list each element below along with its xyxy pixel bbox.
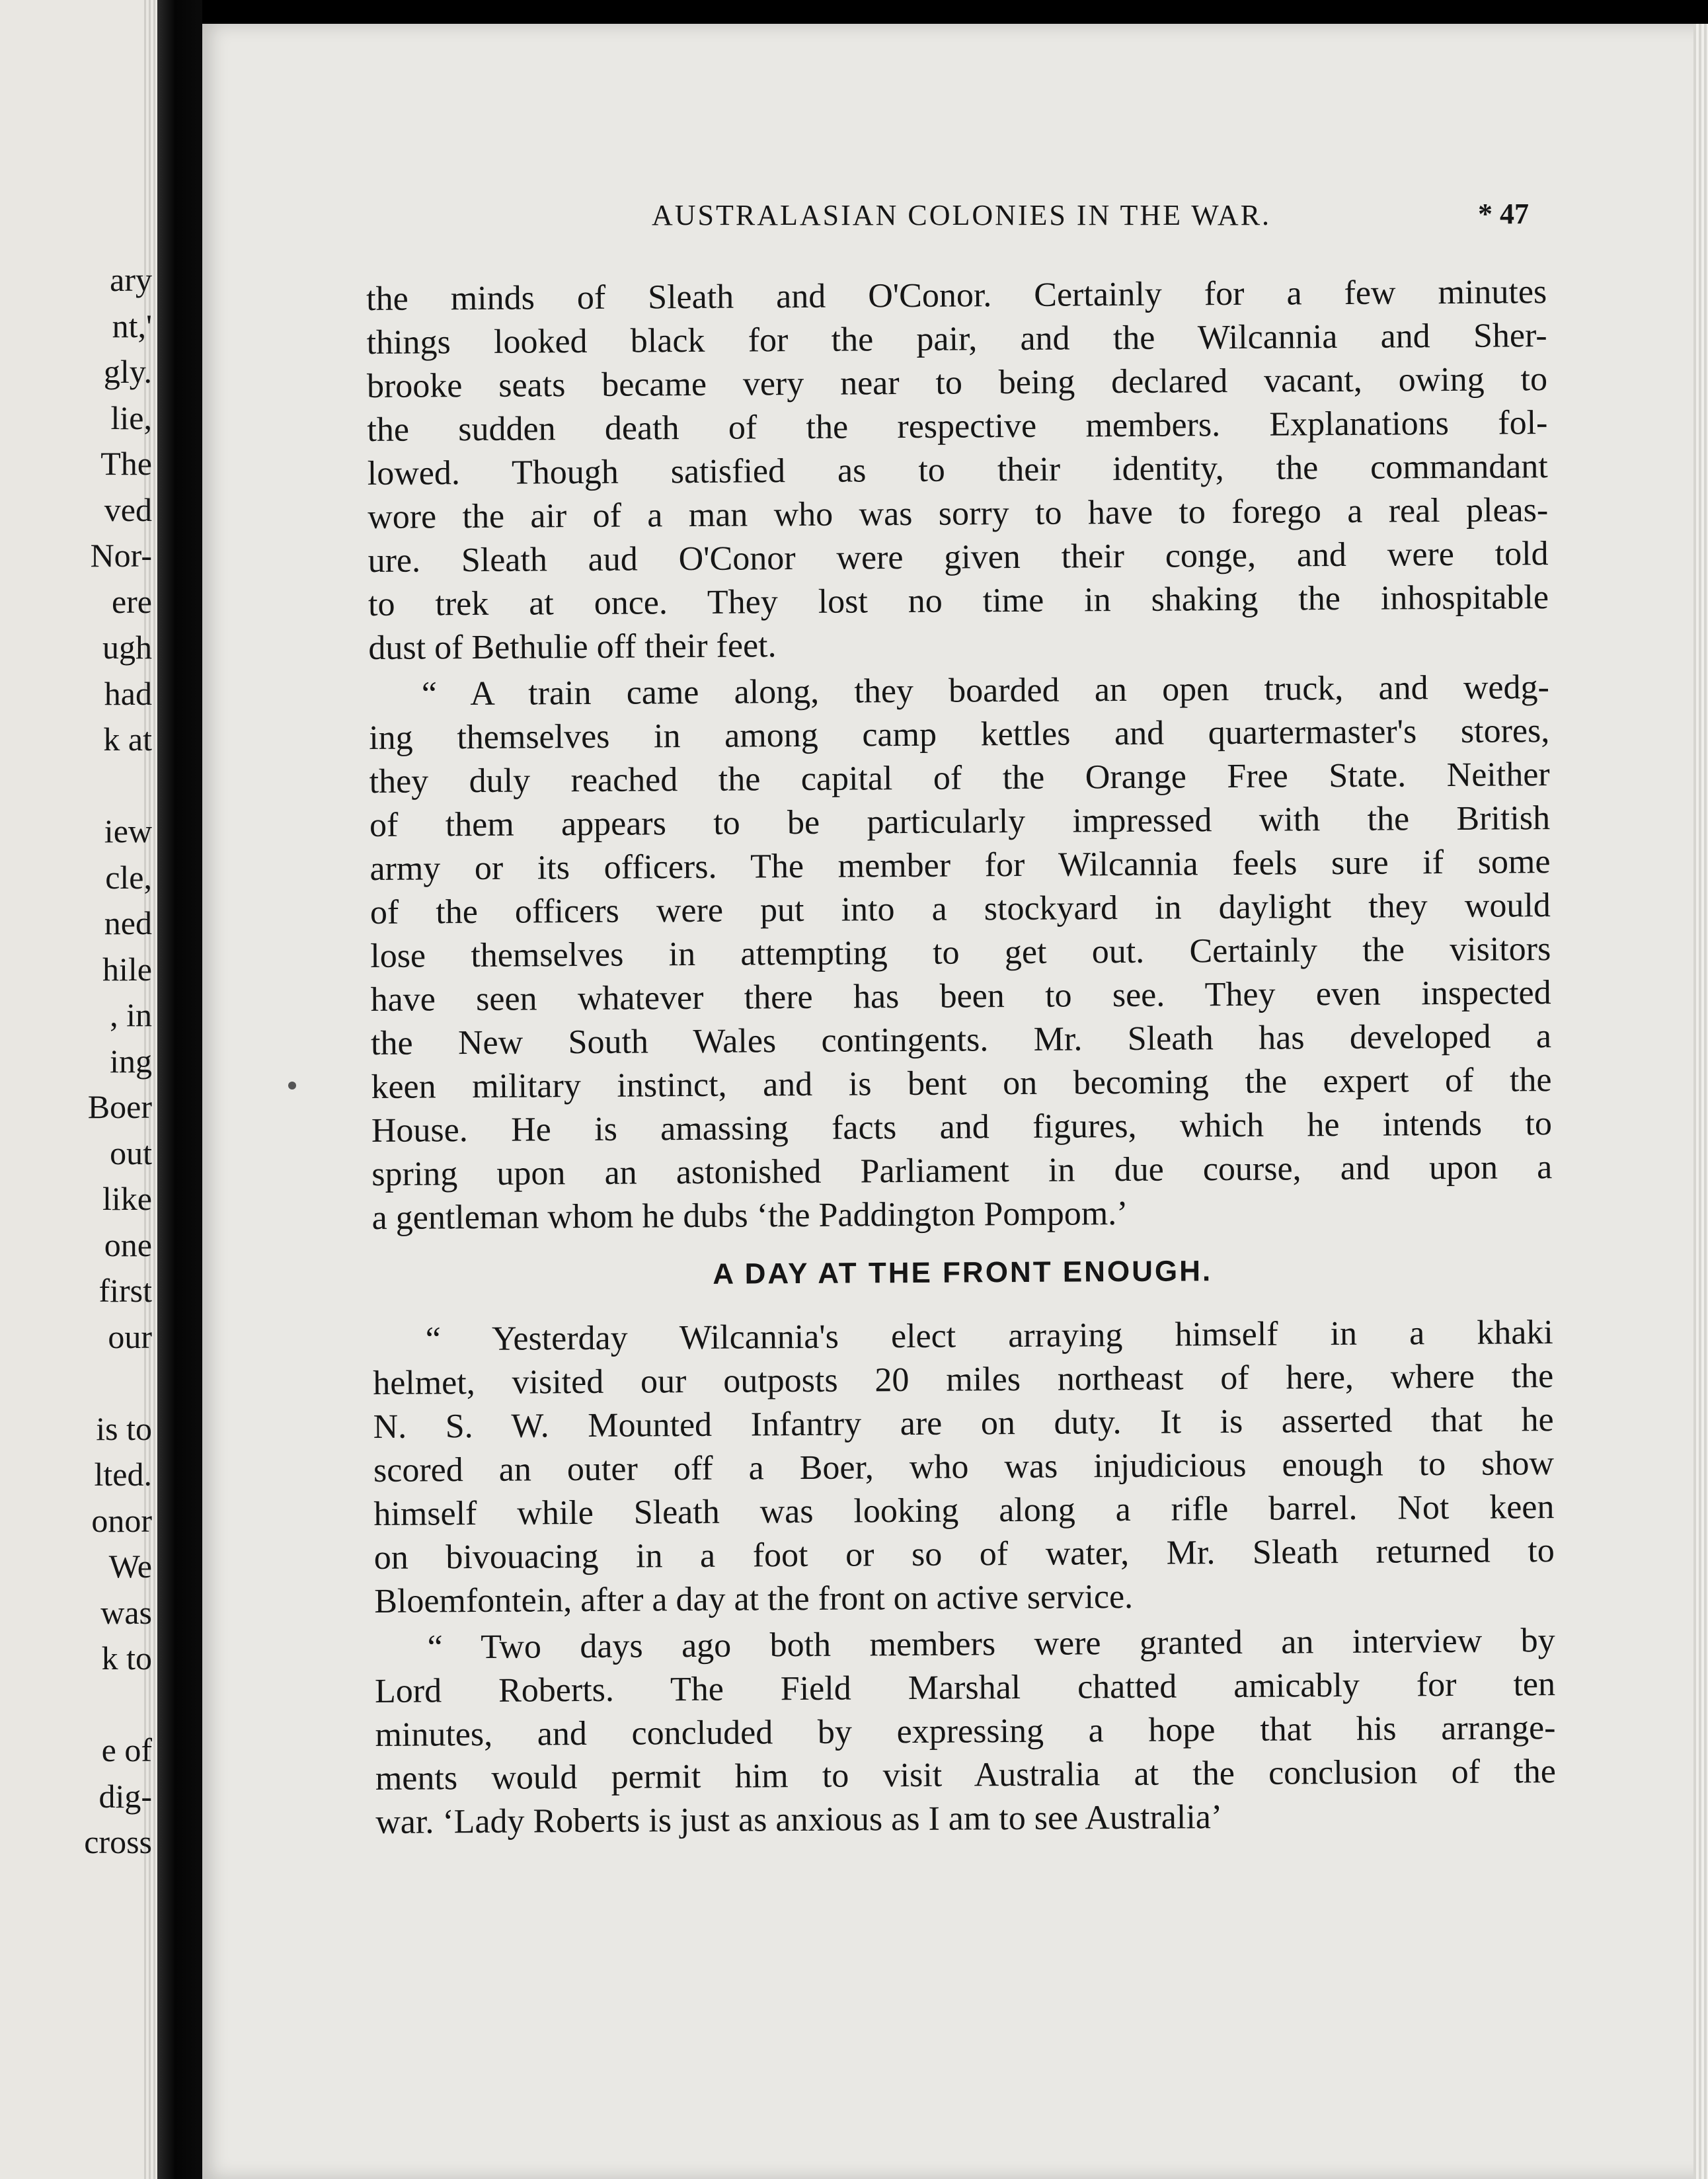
left-page-fragment: hile xyxy=(102,950,152,988)
paragraph-2 xyxy=(369,666,1553,1240)
left-page-fragment: our xyxy=(108,1318,152,1355)
book-page xyxy=(202,24,1708,2179)
text-line: a gentleman whom he dubs ‘the Paddington Pompom.’ xyxy=(371,1194,1128,1237)
left-page-fragment: cle, xyxy=(105,858,152,896)
text-line: Bloemfontein, after a day at the front on active service. xyxy=(374,1577,1134,1620)
left-page-fragment: nt,' xyxy=(112,307,152,344)
left-page-fragment: , in xyxy=(110,996,152,1033)
left-page-fragment: cross xyxy=(84,1823,152,1860)
left-page-fragment: Boer xyxy=(87,1088,152,1125)
text-line: minutes, and concluded by expressing a hope that his arrange- xyxy=(375,1709,1556,1754)
right-page-edge xyxy=(1693,24,1708,2179)
text-line: of them appears to be particularly impressed with the British xyxy=(369,799,1551,844)
body-text xyxy=(366,270,1556,1844)
text-line: the sudden death of the respective members. Explanations fol- xyxy=(367,404,1548,449)
left-page-fragment: iew xyxy=(104,812,152,850)
text-line: on bivouacing in a foot or so of water, Mr. Sleath returned to xyxy=(373,1532,1555,1577)
text-line: have seen whatever there has been to see. They even inspected xyxy=(370,974,1551,1019)
left-page-fragment: ned xyxy=(104,904,152,941)
left-page-fragment: ere xyxy=(111,582,152,620)
text-line: House. He is amassing facts and figures, which he intends to xyxy=(371,1105,1553,1150)
left-page-fragment: dig- xyxy=(98,1777,152,1815)
text-line: keen military instinct, and is bent on becoming the expert of the xyxy=(371,1061,1552,1106)
text-line: to trek at once. They lost no time in shaking the inhospitable xyxy=(368,578,1549,623)
text-line: lose themselves in attempting to get out. Certainly the visitors xyxy=(370,930,1551,975)
print-speck xyxy=(288,1082,296,1090)
left-page-fragment: onor xyxy=(91,1501,152,1539)
page-number: * 47 xyxy=(1478,198,1529,230)
left-page-fragment: Nor- xyxy=(90,537,152,574)
text-line: dust of Bethulie off their feet. xyxy=(368,627,777,667)
left-page-fragment: had xyxy=(104,674,152,712)
left-page-fragment: k to xyxy=(101,1640,152,1677)
text-line: army or its officers. The member for Wilcannia feels sure if some xyxy=(369,843,1551,888)
text-line: “ Yesterday Wilcannia's elect arraying himself in a khaki xyxy=(425,1314,1553,1359)
paragraph-4 xyxy=(374,1619,1556,1844)
left-page-fragment: k at xyxy=(103,721,152,758)
left-page-fragment: lted. xyxy=(94,1456,152,1493)
text-line: war. ‘Lady Roberts is just as anxious as I am to see Australia’ xyxy=(375,1798,1223,1841)
text-line: “ Two days ago both members were granted an interview by xyxy=(427,1622,1555,1667)
text-line: scored an outer off a Boer, who was injudicious enough to show xyxy=(373,1445,1555,1489)
left-page-fragment: ved xyxy=(104,491,152,528)
left-page-fragment: is to xyxy=(96,1409,152,1447)
left-facing-page xyxy=(0,0,157,2179)
section-heading: A DAY AT THE FRONT ENOUGH. xyxy=(713,1255,1213,1290)
left-page-fragment: ing xyxy=(110,1042,152,1080)
text-line: ments would permit him to visit Australia at the conclusion of the xyxy=(375,1753,1557,1798)
text-line: of the officers were put into a stockyard in daylight they would xyxy=(369,887,1551,931)
left-page-fragment: first xyxy=(98,1272,152,1309)
left-page-fragment: ugh xyxy=(102,629,152,666)
text-line: N. S. W. Mounted Infantry are on duty. It is asserted that he xyxy=(373,1401,1554,1446)
text-line: brooke seats became very near to being declared vacant, owing to xyxy=(366,360,1548,405)
text-line: Lord Roberts. The Field Marshal chatted amicably for ten xyxy=(374,1665,1556,1710)
text-line: “ A train came along, they boarded an open truck, and wedg- xyxy=(421,668,1549,713)
left-page-fragment: was xyxy=(100,1593,152,1631)
text-line: they duly reached the capital of the Orange Free State. Neither xyxy=(369,756,1550,801)
left-page-fragment: one xyxy=(104,1226,152,1263)
left-page-fragment: e of xyxy=(101,1731,152,1768)
book-gutter xyxy=(157,0,202,2179)
left-page-fragment: lie, xyxy=(110,399,152,436)
paragraph-3 xyxy=(373,1311,1555,1624)
running-head: AUSTRALASIAN COLONIES IN THE WAR. xyxy=(652,199,1272,231)
left-page-fragment: out xyxy=(110,1134,152,1171)
left-page-fragment: ary xyxy=(110,261,152,298)
left-page-fragment: like xyxy=(102,1180,152,1217)
paragraph-1 xyxy=(366,270,1549,670)
text-line: ing themselves in among camp kettles and quartermaster's stores, xyxy=(369,712,1550,757)
text-line: things looked black for the pair, and the Wilcannia and Sher- xyxy=(366,317,1547,362)
left-page-fragment: We xyxy=(108,1548,152,1585)
text-line: the New South Wales contingents. Mr. Sleath has developed a xyxy=(370,1017,1552,1062)
text-line: lowed. Though satisfied as to their identity, the commandant xyxy=(367,448,1548,493)
text-line: spring upon an astonished Parliament in due course, and upon a xyxy=(371,1148,1553,1193)
left-page-fragment: The xyxy=(100,445,152,482)
text-line: helmet, visited our outposts 20 miles northeast of here, where the xyxy=(373,1357,1554,1402)
text-line: the minds of Sleath and O'Conor. Certainly for a few minutes xyxy=(366,273,1547,318)
text-line: ure. Sleath aud O'Conor were given their conge, and were told xyxy=(368,535,1549,580)
left-page-fragment: gly. xyxy=(103,353,152,390)
text-line: wore the air of a man who was sorry to have to forego a real pleas- xyxy=(368,491,1549,536)
text-line: himself while Sleath was looking along a rifle barrel. Not keen xyxy=(373,1488,1555,1533)
